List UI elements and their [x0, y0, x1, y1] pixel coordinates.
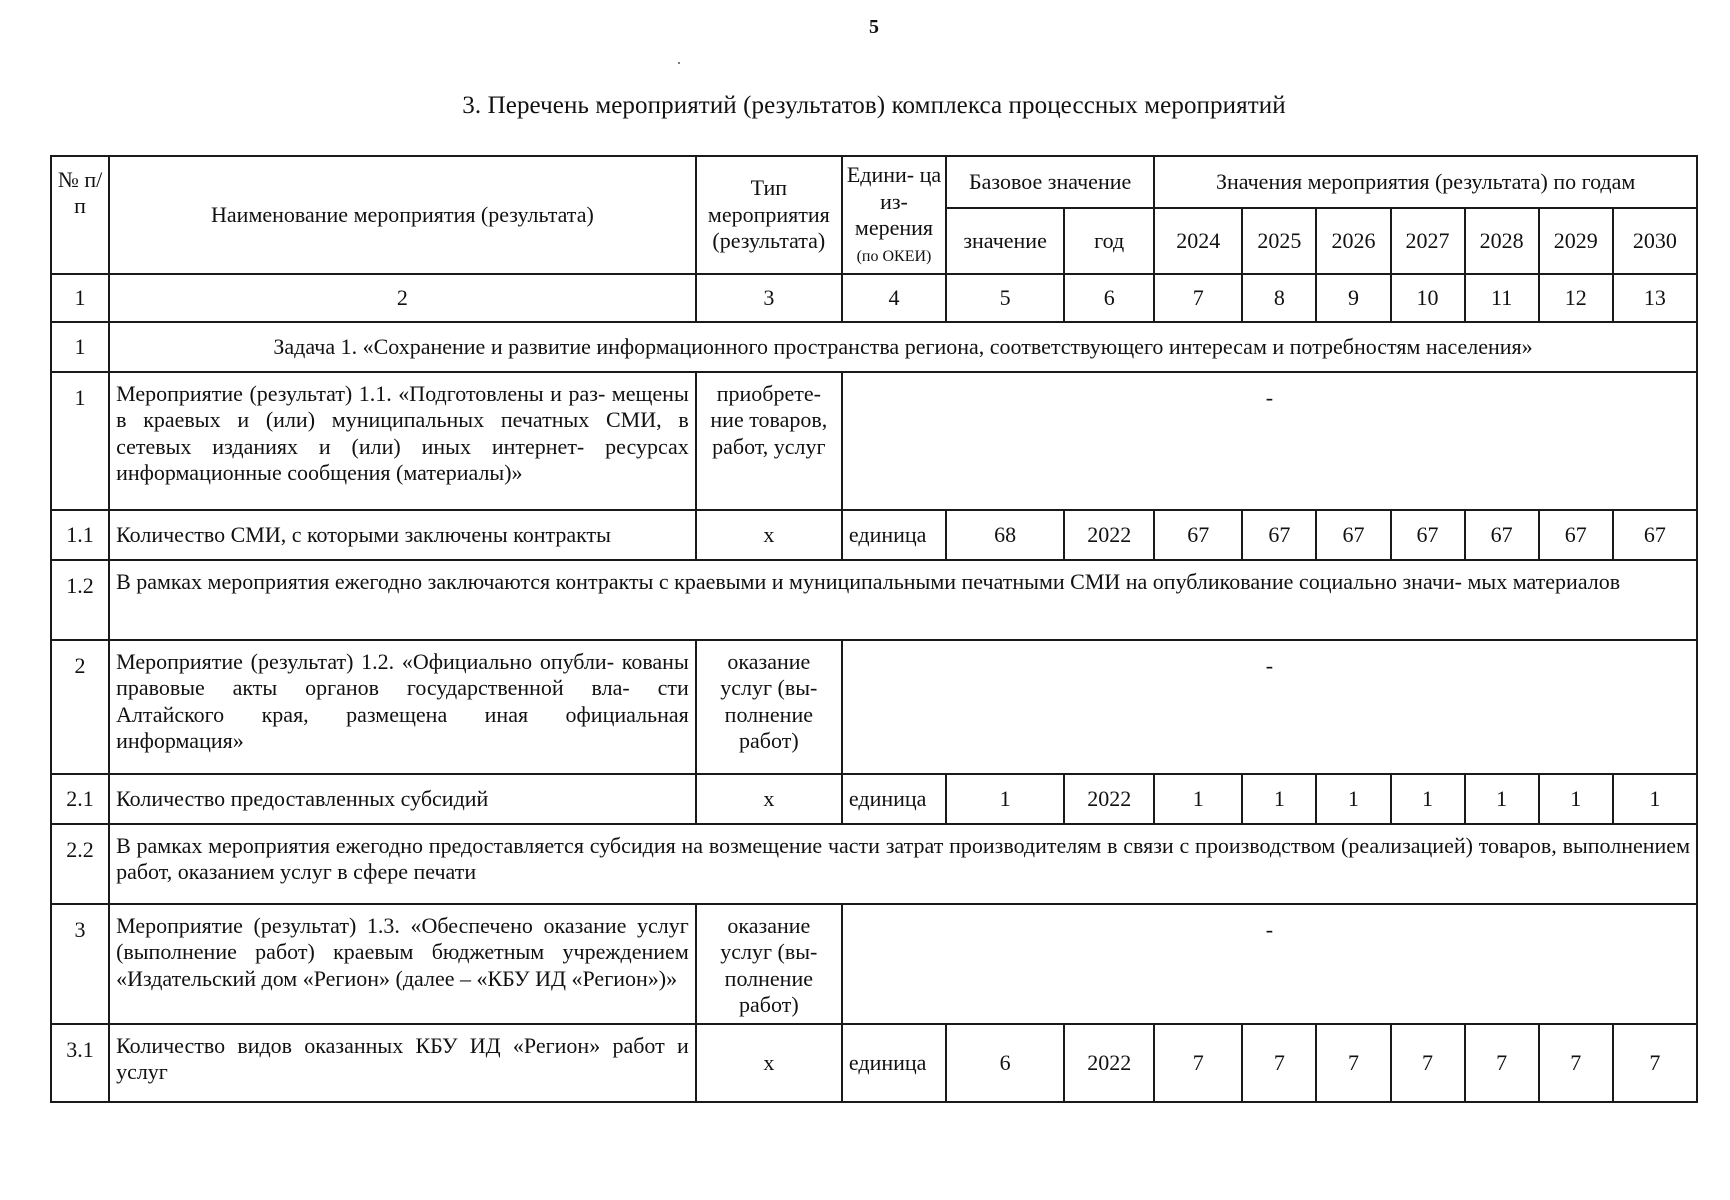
column-number: 2	[109, 274, 696, 322]
year-value: 7	[1242, 1024, 1316, 1102]
base-value: 68	[946, 510, 1064, 560]
measures-table	[50, 155, 1698, 1103]
year-value: 67	[1154, 510, 1242, 560]
indicator-row	[51, 510, 1697, 560]
year-value: 67	[1465, 510, 1539, 560]
note-row	[51, 824, 1697, 904]
header-base-value: значение	[946, 208, 1064, 274]
measure-row	[51, 640, 1697, 774]
note-row	[51, 560, 1697, 640]
note-text: В рамках мероприятия ежегодно заключаются контракты с краевыми и муниципальными печатными СМИ на опубликование социально значи- мых материалов	[109, 560, 1697, 640]
year-value: 67	[1391, 510, 1465, 560]
year-value: 1	[1242, 774, 1316, 824]
header-num: № п/п	[51, 156, 109, 274]
measure-row	[51, 904, 1697, 1024]
header-year: 2026	[1316, 208, 1390, 274]
scan-speck	[678, 62, 680, 64]
base-year: 2022	[1064, 774, 1154, 824]
column-number: 3	[696, 274, 842, 322]
indicator-unit: единица	[842, 510, 946, 560]
column-number: 10	[1391, 274, 1465, 322]
header-unit	[842, 156, 946, 274]
measure-row	[51, 372, 1697, 510]
column-number: 11	[1465, 274, 1539, 322]
year-value: 1	[1391, 774, 1465, 824]
year-value: 1	[1613, 774, 1697, 824]
column-number: 9	[1316, 274, 1390, 322]
measure-name: Мероприятие (результат) 1.2. «Официально опубли- кованы правовые акты органов государственной вла- сти Алтайского края, размещена иная официальная информация»	[109, 640, 696, 774]
header-name: Наименование мероприятия (результата)	[109, 156, 696, 274]
column-number: 1	[51, 274, 109, 322]
year-value: 67	[1242, 510, 1316, 560]
indicator-name: Количество СМИ, с которыми заключены контракты	[109, 510, 696, 560]
column-number-row	[51, 274, 1697, 322]
row-index: 1.1	[51, 510, 109, 560]
header-year: 2028	[1465, 208, 1539, 274]
row-index: 2.2	[51, 824, 109, 904]
row-index: 1.2	[51, 560, 109, 640]
year-value: 1	[1316, 774, 1390, 824]
header-year: 2027	[1391, 208, 1465, 274]
year-value: 1	[1154, 774, 1242, 824]
measure-name: Мероприятие (результат) 1.1. «Подготовлены и раз- мещены в краевых и (или) муниципальных печатных СМИ, в сетевых изданиях и (или) иных интернет- ресурсах информационные сообщения (материалы)»	[109, 372, 696, 510]
base-year: 2022	[1064, 1024, 1154, 1102]
indicator-type: х	[696, 510, 842, 560]
year-value: 7	[1391, 1024, 1465, 1102]
header-unit-sub: (по ОКЕИ)	[856, 248, 932, 266]
task-index: 1	[51, 322, 109, 372]
measure-type: приобрете- ние товаров, работ, услуг	[696, 372, 842, 510]
indicator-name: Количество предоставленных субсидий	[109, 774, 696, 824]
year-value: 67	[1316, 510, 1390, 560]
year-value: 1	[1465, 774, 1539, 824]
column-number: 4	[842, 274, 946, 322]
column-number: 12	[1539, 274, 1613, 322]
task-row	[51, 322, 1697, 372]
indicator-type: х	[696, 774, 842, 824]
indicator-name: Количество видов оказанных КБУ ИД «Регион» работ и услуг	[109, 1024, 696, 1102]
column-number: 8	[1242, 274, 1316, 322]
year-value: 7	[1539, 1024, 1613, 1102]
year-value: 7	[1465, 1024, 1539, 1102]
measure-name: Мероприятие (результат) 1.3. «Обеспечено оказание услуг (выполнение работ) краевым бюджетным учреждением «Издательский дом «Регион» (далее – «КБУ ИД «Регион»)»	[109, 904, 696, 1024]
year-value: 67	[1613, 510, 1697, 560]
measure-type: оказание услуг (вы- полнение работ)	[696, 904, 842, 1024]
column-number: 7	[1154, 274, 1242, 322]
note-text: В рамках мероприятия ежегодно предоставляется субсидия на возмещение части затрат производителям в связи с производством (реализацией) товаров, выполнением работ, оказанием услуг в сфере печати	[109, 824, 1697, 904]
indicator-row	[51, 1024, 1697, 1102]
row-index: 3.1	[51, 1024, 109, 1102]
row-index: 2	[51, 640, 109, 774]
year-value: 67	[1539, 510, 1613, 560]
row-index: 1	[51, 372, 109, 510]
column-number: 5	[946, 274, 1064, 322]
header-base: Базовое значение	[946, 156, 1154, 208]
year-value: 7	[1154, 1024, 1242, 1102]
header-year: 2029	[1539, 208, 1613, 274]
base-value: 1	[946, 774, 1064, 824]
header-by-years: Значения мероприятия (результата) по годам	[1154, 156, 1697, 208]
header-row-1	[51, 156, 1697, 208]
page-number: 5	[869, 16, 879, 38]
document-title: 3. Перечень мероприятий (результатов) комплекса процессных мероприятий	[462, 92, 1286, 119]
column-number: 13	[1613, 274, 1697, 322]
measure-empty-values: -	[842, 904, 1697, 1024]
header-base-year: год	[1064, 208, 1154, 274]
indicator-unit: единица	[842, 774, 946, 824]
year-value: 1	[1539, 774, 1613, 824]
task-text: Задача 1. «Сохранение и развитие информационного пространства региона, соответствующего интересам и потребностям населения»	[109, 322, 1697, 372]
base-value: 6	[946, 1024, 1064, 1102]
measure-empty-values: -	[842, 640, 1697, 774]
header-unit-main: Едини- ца из- мерения	[846, 162, 942, 240]
measure-type: оказание услуг (вы- полнение работ)	[696, 640, 842, 774]
indicator-type: х	[696, 1024, 842, 1102]
indicator-row	[51, 774, 1697, 824]
indicator-unit: единица	[842, 1024, 946, 1102]
column-number: 6	[1064, 274, 1154, 322]
header-type: Тип мероприятия (результата)	[696, 156, 842, 274]
year-value: 7	[1316, 1024, 1390, 1102]
header-year: 2030	[1613, 208, 1697, 274]
row-index: 2.1	[51, 774, 109, 824]
year-value: 7	[1613, 1024, 1697, 1102]
base-year: 2022	[1064, 510, 1154, 560]
header-year: 2025	[1242, 208, 1316, 274]
header-year: 2024	[1154, 208, 1242, 274]
row-index: 3	[51, 904, 109, 1024]
measure-empty-values: -	[842, 372, 1697, 510]
